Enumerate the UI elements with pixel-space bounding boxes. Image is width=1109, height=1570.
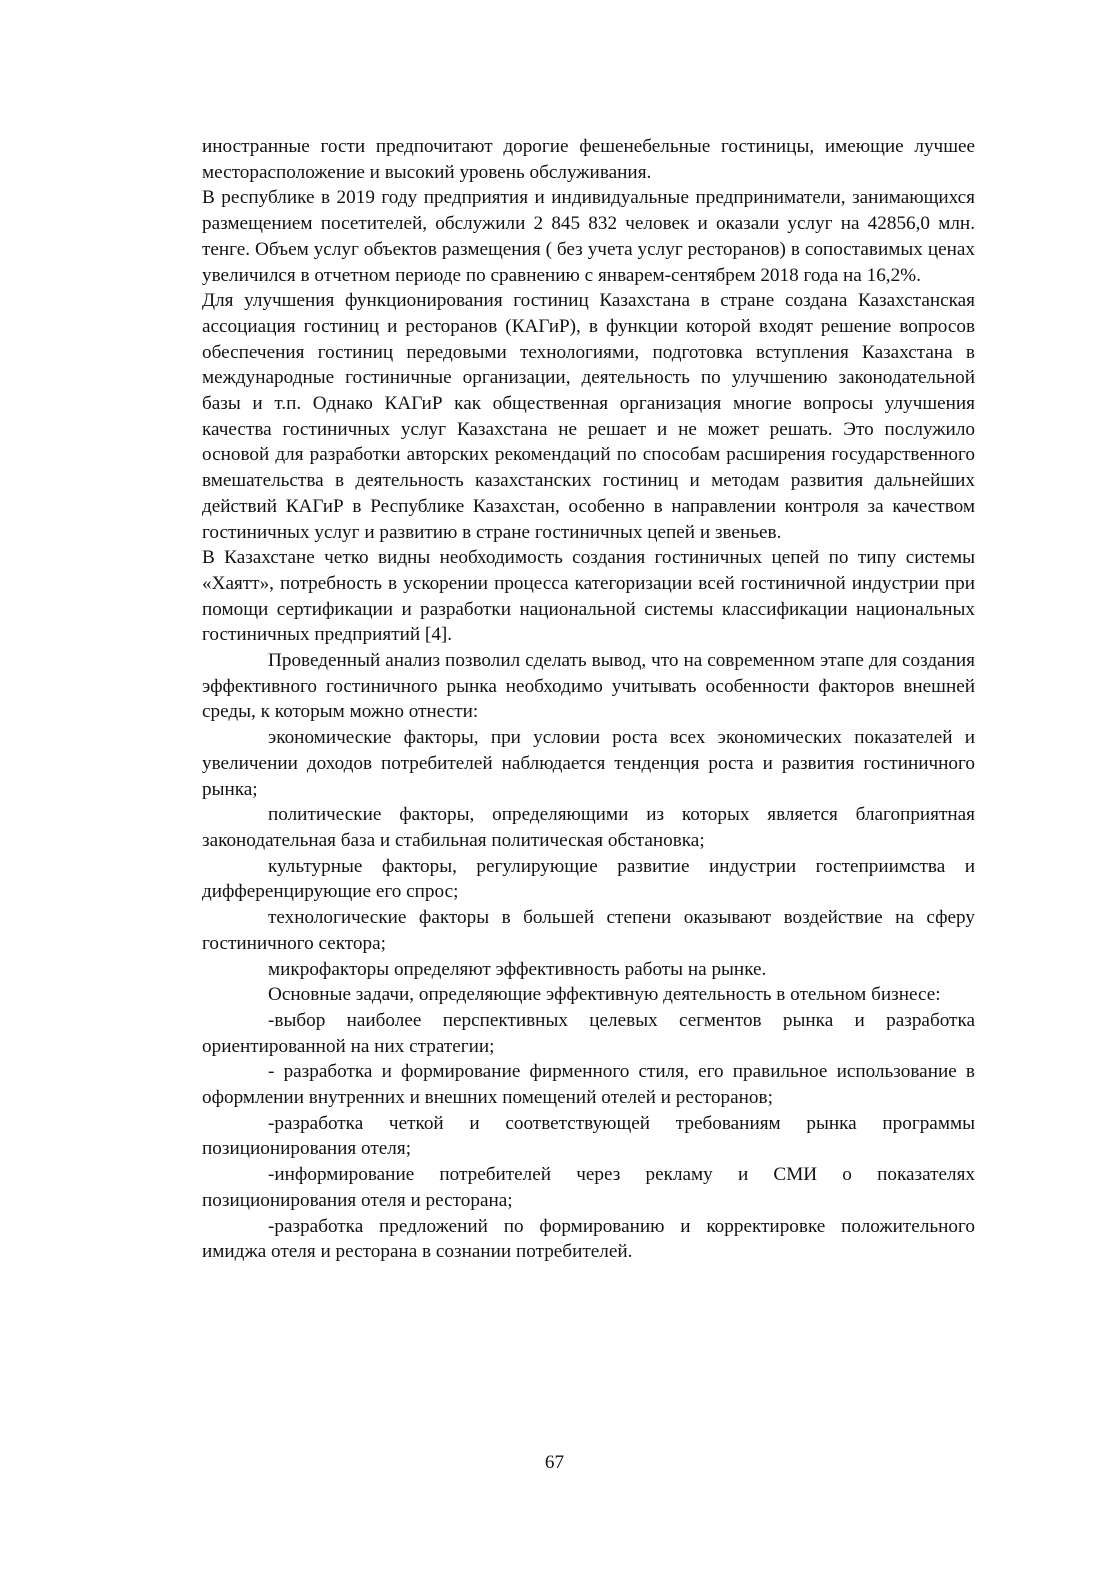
- paragraph: микрофакторы определяют эффективность работы на рынке.: [268, 958, 767, 980]
- paragraph: В республике в 2019 году предприятия и индивидуальные предприниматели, занимающихся размещением посетителей, обслужили 2 845 832 человек и оказали услуг на 42856,0 млн. тенге. Объем услуг объектов размещения ( без учета услуг ресторанов) в сопоставимых ценах увеличился в отчетном периоде по сравнению с январем-сентябрем 2018 года на 16,2%.: [202, 187, 975, 286]
- paragraph: - разработка и формирование фирменного стиля, его правильное использование в оформлении внутренних и внешних помещений отелей и ресторанов;: [202, 1061, 975, 1109]
- paragraph: -выбор наиболее перспективных целевых сегментов рынка и разработка ориентированной на них стратегии;: [202, 1009, 975, 1057]
- paragraph: культурные факторы, регулирующие развитие индустрии гостеприимства и дифференцирующие его спрос;: [202, 855, 975, 903]
- paragraph: технологические факторы в большей степени оказывают воздействие на сферу гостиничного сектора;: [202, 907, 975, 954]
- page-body: [202, 134, 975, 1265]
- paragraph: -разработка четкой и соответствующей требованиям рынка программы позиционирования отеля;: [202, 1112, 975, 1160]
- paragraph: -информирование потребителей через рекламу и СМИ о показателях позиционирования отеля и ресторана;: [202, 1164, 975, 1211]
- paragraph: Проведенный анализ позволил сделать вывод, что на современном этапе для создания эффективного гостиничного рынка необходимо учитывать особенности факторов внешней среды, к которым можно отнести:: [202, 650, 975, 723]
- paragraph: политические факторы, определяющими из которых является благоприятная законодательная база и стабильная политическая обстановка;: [202, 804, 975, 851]
- paragraph: В Казахстане четко видны необходимость создания гостиничных цепей по типу системы «Хаятт», потребность в ускорении процесса категоризации всей гостиничной индустрии при помощи сертификации и разработки национальной системы классификации национальных гостиничных предприятий [4].: [202, 547, 975, 646]
- page-number: 67: [544, 1452, 565, 1473]
- paragraph: -разработка предложений по формированию и корректировке положительного имиджа отеля и ресторана в сознании потребителей.: [202, 1215, 975, 1263]
- paragraph: Основные задачи, определяющие эффективную деятельность в отельном бизнесе:: [268, 984, 941, 1006]
- paragraph: экономические факторы, при условии роста всех экономических показателей и увеличении доходов потребителей наблюдается тенденция роста и развития гостиничного рынка;: [202, 727, 975, 800]
- paragraph: иностранные гости предпочитают дорогие фешенебельные гостиницы, имеющие лучшее месторасположение и высокий уровень обслуживания.: [202, 136, 975, 183]
- paragraph: Для улучшения функционирования гостиниц Казахстана в стране создана Казахстанская ассоциация гостиниц и ресторанов (КАГиР), в функции которой входят решение вопросов обеспечения гостиниц передовыми технологиями, подготовка вступления Казахстана в международные гостиничные организации, деятельность по улучшению законодательной базы и т.п. Однако КАГиР как общественная организация многие вопросы улучшения качества гостиничных услуг Казахстана не решает и не может решать. Это послужило основой для разработки авторских рекомендаций по способам расширения государственного вмешательства в деятельность казахстанских гостиниц и методам развития дальнейших действий КАГиР в Республике Казахстан, особенно в направлении контроля за качеством гостиничных услуг и развитию в стране гостиничных цепей и звеньев.: [202, 290, 975, 543]
